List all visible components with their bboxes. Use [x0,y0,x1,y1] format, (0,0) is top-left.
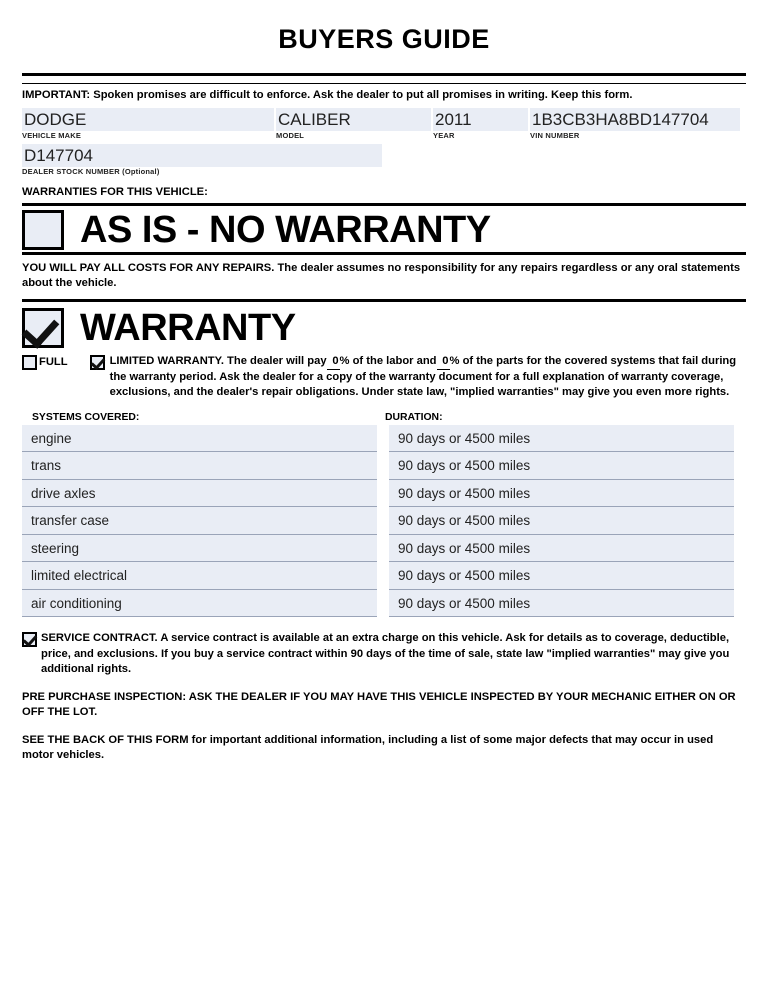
dealer-stock-label: DEALER STOCK NUMBER (Optional) [22,167,160,176]
warranty-heading: WARRANTY [80,307,296,350]
limited-warranty-text [110,354,746,400]
vehicle-year-value: 2011 [435,109,472,129]
vehicle-info-row-2 [22,144,746,178]
system-covered-cell[interactable]: engine [22,425,377,453]
vehicle-vin-label: VIN NUMBER [530,131,580,140]
limited-text-part-c: % of the parts for the covered systems that fail during the warranty period. Ask the dealer for a copy of the warranty document for a full explanation of warranty coverage, exclusions, and the dealer's repair obligations. Under state law, "implied warranties" may give you even more rights. [109,355,737,398]
system-covered-cell[interactable]: air conditioning [22,590,377,618]
vehicle-model-label: MODEL [276,131,305,140]
systems-covered-header: SYSTEMS COVERED: [32,411,140,423]
as-is-section [22,206,746,252]
duration-cell[interactable]: 90 days or 4500 miles [389,590,734,618]
vehicle-year-label: YEAR [433,131,455,140]
table-row [22,480,746,508]
table-row [22,535,746,563]
warranty-section [22,302,746,352]
as-is-heading: AS IS - NO WARRANTY [80,209,491,251]
duration-cell[interactable]: 90 days or 4500 miles [389,507,734,535]
full-warranty-checkbox[interactable] [22,355,37,370]
warranty-options-row [22,354,746,400]
systems-table-header [22,412,746,423]
system-covered-cell[interactable]: transfer case [22,507,377,535]
as-is-checkbox[interactable] [22,210,64,250]
see-back-text: SEE THE BACK OF THIS FORM for important additional information, including a list of some major defects that may occur in used motor vehicles. [22,733,714,762]
table-row [22,507,746,535]
pre-purchase-inspection-text: PRE PURCHASE INSPECTION: ASK THE DEALER IF YOU MAY HAVE THIS VEHICLE INSPECTED BY YOUR MECHANIC EITHER ON OR OFF THE LOT. [22,690,736,718]
vehicle-make-label: VEHICLE MAKE [22,131,82,140]
vehicle-make-field[interactable] [22,108,274,131]
warranty-checkbox[interactable] [22,308,64,348]
duration-header: DURATION: [385,411,443,423]
limited-warranty-checkbox[interactable] [90,355,105,370]
labor-percent-value[interactable]: 0 [327,354,340,370]
vehicle-make-value: DODGE [24,109,87,129]
vehicle-vin-value: 1B3CB3HA8BD147704 [532,109,709,129]
as-is-text: YOU WILL PAY ALL COSTS FOR ANY REPAIRS. The dealer assumes no responsibility for any repairs regardless or any oral statements about the vehicle. [22,262,741,290]
warranties-heading: WARRANTIES FOR THIS VEHICLE: [22,186,208,198]
service-contract-checkbox[interactable] [22,632,37,647]
table-row [22,590,746,618]
system-covered-cell[interactable]: trans [22,452,377,480]
table-row [22,562,746,590]
vehicle-info-row-1 [22,108,746,144]
table-row [22,425,746,453]
service-contract-section [22,631,746,676]
duration-cell[interactable]: 90 days or 4500 miles [389,425,734,453]
system-covered-cell[interactable]: drive axles [22,480,377,508]
vehicle-year-field[interactable] [433,108,528,131]
vehicle-model-value: CALIBER [278,109,351,129]
duration-cell[interactable]: 90 days or 4500 miles [389,480,734,508]
top-divider [22,73,746,76]
limited-text-part-b: % of the labor and [339,355,437,368]
parts-percent-value[interactable]: 0 [437,354,450,370]
top-divider-thin [22,83,746,84]
duration-cell[interactable]: 90 days or 4500 miles [389,562,734,590]
table-row [22,452,746,480]
duration-cell[interactable]: 90 days or 4500 miles [389,535,734,563]
dealer-stock-field[interactable] [22,144,382,167]
vehicle-model-field[interactable] [276,108,431,131]
full-warranty-label: FULL [39,356,68,369]
vehicle-vin-field[interactable] [530,108,740,131]
as-is-divider-bottom [22,252,746,255]
service-contract-text: SERVICE CONTRACT. A service contract is available at an extra charge on this vehicle. Ask for details as to coverage, deductible, price, and exclusions. If you buy a service contract within 90 days of the time of sale, state law "implied warranties" may give you additional rights. [41,632,730,675]
limited-text-part-a: LIMITED WARRANTY. The dealer will pay [109,355,327,368]
systems-table [22,425,746,618]
dealer-stock-value: D147704 [24,145,94,165]
system-covered-cell[interactable]: limited electrical [22,562,377,590]
page-title: BUYERS GUIDE [278,24,490,54]
important-notice: IMPORTANT: Spoken promises are difficult to enforce. Ask the dealer to put all promises in writing. Keep this form. [22,89,633,101]
system-covered-cell[interactable]: steering [22,535,377,563]
duration-cell[interactable]: 90 days or 4500 miles [389,452,734,480]
